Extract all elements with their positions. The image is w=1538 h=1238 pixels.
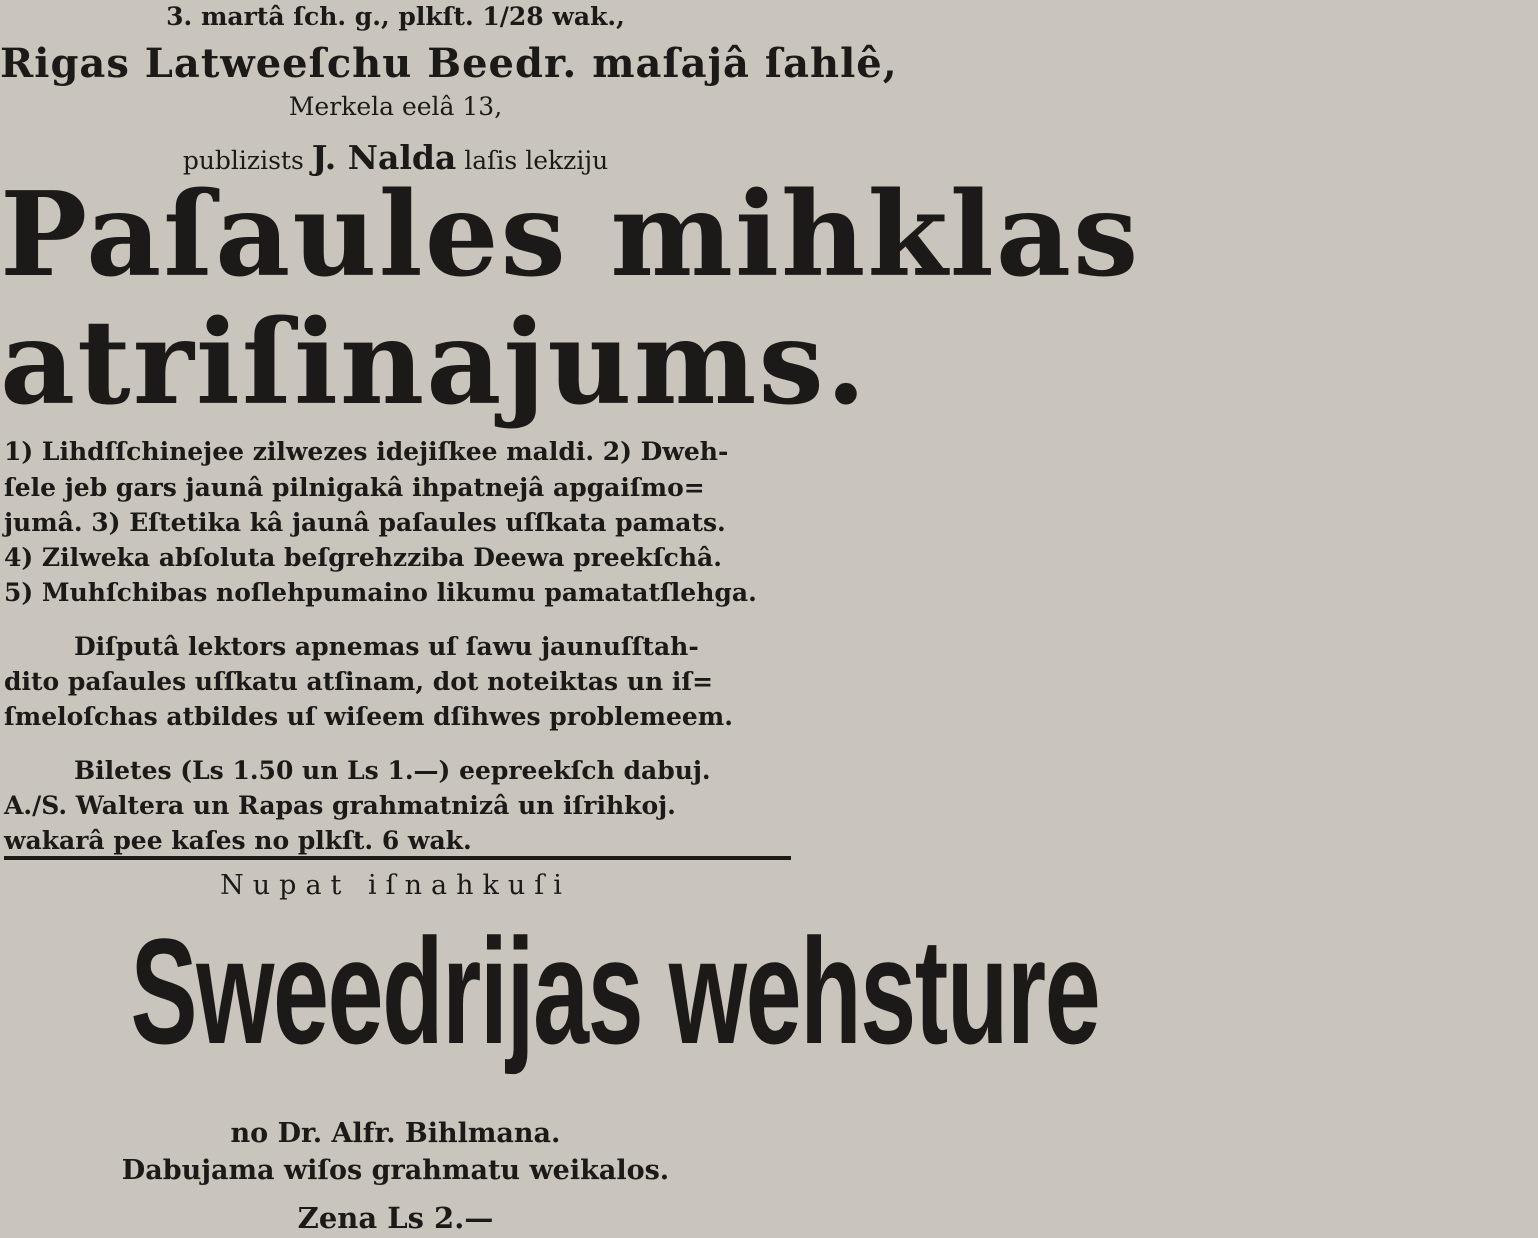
lecture-address: Merkela eelâ 13, <box>288 92 503 121</box>
book-author: no Dr. Alfr. Bihlmana. <box>230 1118 561 1149</box>
body-line: ſele jeb gars jaunâ pilnigakâ ihpatnejâ apgaiſmo= <box>4 473 705 502</box>
body-line: A./S. Waltera un Rapas grahmatnizâ un iſrihkoj. <box>4 791 676 820</box>
lecture-title-line-2: atriſinajums. <box>0 295 869 431</box>
body-line: 4) Zilweka abſoluta beſgrehzziba Deewa preekſchâ. <box>4 543 722 572</box>
body-line: ſmeloſchas atbildes uſ wiſeem dſihwes problemeem. <box>4 702 733 731</box>
lecture-title-line-1: Paſaules mihklas <box>0 167 1141 303</box>
lecture-intro: publizists <box>182 146 304 175</box>
book-price: Zena Ls 2.— <box>297 1201 494 1235</box>
body-line: wakarâ pee kaſes no plkſt. 6 wak. <box>4 826 472 855</box>
lecture-date-line: 3. martâ ſch. g., plkſt. 1/28 wak., <box>166 2 625 31</box>
body-line: 5) Muhſchibas noſlehpumaino likumu pamatatſlehga. <box>4 578 757 607</box>
section-divider <box>4 856 791 860</box>
book-availability: Dabujama wiſos grahmatu weikalos. <box>121 1155 670 1186</box>
lecture-venue: Rigas Latweeſchu Beedr. maſajâ ſahlê, <box>0 40 898 87</box>
book-kicker: Nupat iſnahkuſi <box>220 870 571 901</box>
book-title: Sweedrijas wehsture <box>130 907 1100 1075</box>
body-line: dito paſaules uſſkatu atſinam, dot noteiktas un iſ= <box>4 667 714 696</box>
body-line: 1) Lihdſſchinejee zilwezes idejiſkee maldi. 2) Dweh- <box>4 437 729 466</box>
lecture-outro: laſis lekziju <box>464 146 609 175</box>
body-line: Biletes (Ls 1.50 un Ls 1.—) eepreekſch dabuj. <box>74 756 711 785</box>
lecturer-name: J. Nalda <box>311 138 457 177</box>
body-line: Diſputâ lektors apnemas uſ ſawu jaunuſſtah- <box>74 632 699 661</box>
body-line: jumâ. 3) Eſtetika kâ jaunâ paſaules uſſkata pamats. <box>4 508 726 537</box>
